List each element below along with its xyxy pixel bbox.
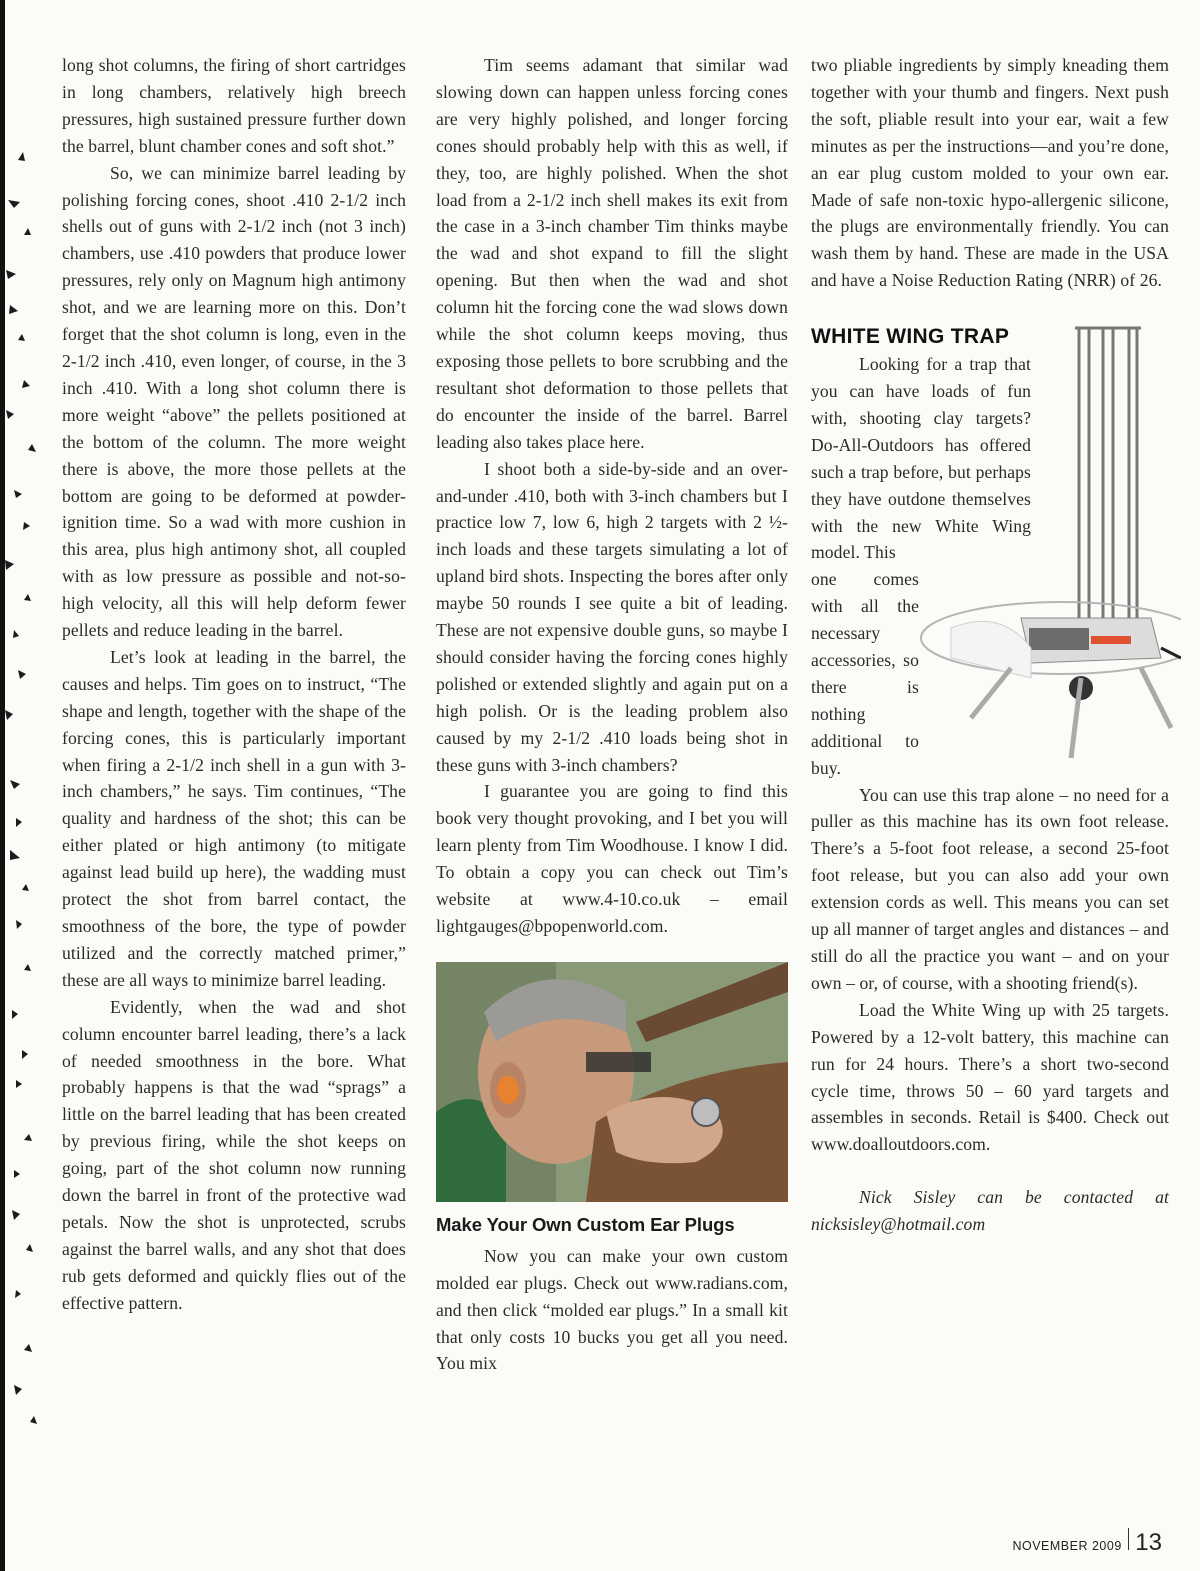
issue-date: NOVEMBER 2009	[1012, 1539, 1122, 1553]
shooter-ear-plug-photo	[436, 962, 788, 1202]
trap-para-2: You can use this trap alone – no need for a puller as this machine has its own foot release. There’s a 5-foot foot release, a second 25-foot foot release, but you can also add your own extension cords as well. This means you can set up all manner of target angles and distances – and still do all the practice you want – and on your own – or, of course, with a shooting friend(s).	[811, 784, 1169, 993]
trap-heading: WHITE WING TRAP	[811, 325, 1010, 349]
col1-para-4: Evidently, when the wad and shot column encounter barrel leading, there’s a lack of needed smoothness in the bore. What probably happens is that the wad “sprags” a little on the barrel leading that has been created by previous firing, while the shot keeps on going, part of the shot column now running down the barrel in front of the protective wad petals. Now the shot is unprotected, scrubs against the barrel walls, and any shot that does rub gets deformed and quickly flies out of the effective pattern.	[62, 996, 406, 1313]
trap-para-3: Load the White Wing up with 25 targets. Powered by a 12-volt battery, this machine can run for 24 hours. There’s a short two-second cycle time, throws 50 – 60 yard targets and assembles in seconds. Retail is $400. Check out www.doalloutdoors.com.	[811, 999, 1169, 1155]
col2-para-3: I guarantee you are going to find this book very thought provoking, and I bet you will learn plenty from Tim Woodhouse. I know I did. To obtain a copy you can check out Tim’s website at www.4-10.co.uk – email lightgauges@bpopenworld.com.	[436, 781, 788, 936]
column-one	[62, 52, 406, 1317]
clay-trap-illustration	[911, 318, 1181, 788]
col1-para-1: long shot columns, the firing of short cartridges in long chambers, relatively high breech pressures, high sustained pressure further down the barrel, blunt chamber cones and soft shot.”	[62, 55, 406, 156]
trap-text-narrower: one comes with all the necessary accessories, so there is nothing additional to buy.	[811, 569, 919, 778]
earplugs-heading: Make Your Own Custom Ear Plugs	[436, 1213, 735, 1235]
page-number: 13	[1135, 1529, 1162, 1556]
trap-text-narrow: Looking for a trap that you can have loads of fun with, shooting clay targets? Do-All-Outdoors has offered such a trap before, but perhaps they have outdone themselves with the new White Wing model. This	[811, 354, 1031, 563]
column-two	[436, 52, 788, 1377]
white-wing-trap-section	[811, 324, 1169, 781]
col1-para-3: Let’s look at leading in the barrel, the causes and helps. Tim goes on to instruct, “The shape and length, together with the shape of the forcing cones, this is particularly important when firing a 2-1/2 inch shell in a gun with 3-inch chambers,” he says. Tim continues, “The quality and hardness of the shot; this can be either plated or high antimony (to mitigate against lead build up here), the wadding must protect the shot from barrel contact, the smoothness of the bore, the type of powder utilized and the correctly matched primer,” these are all ways to minimize barrel leading.	[62, 646, 406, 990]
col2-para-1: Tim seems adamant that similar wad slowing down can happen unless forcing cones are very highly polished, and longer forcing cones should probably help with this as well, if they, too, are highly polished. When the shot load from a 2-1/2 inch shell makes its exit from the case in a 3-inch chamber Tim thinks maybe the wad and shot expand to fill the slight opening. But then when the wad and shot column hit the forcing cone the wad slows down while the shot column keeps moving, thus exposing those pellets to bore scrubbing and the resultant shot deformation to those pellets that do encounter the inside of the barrel. Barrel leading also takes place here.	[436, 55, 788, 452]
footer-divider	[1128, 1528, 1130, 1550]
column-three	[811, 52, 1169, 1238]
earplugs-text: Now you can make your own custom molded ear plugs. Check out www.radians.com, and then click “molded ear plugs.” In a small kit that only costs 10 bucks you get all you need. You mix	[436, 1245, 788, 1374]
margin-bird-marks	[4, 150, 44, 1530]
author-byline: Nick Sisley can be contacted at nicksisley@hotmail.com	[811, 1187, 1169, 1235]
col2-para-2: I shoot both a side-by-side and an over-and-under .410, both with 3-inch chambers but I practice low 7, low 6, high 2 targets with 2 ½-inch loads and these targets simulating a lot of upland bird shots. Inspecting the bores after only maybe 50 rounds I see quite a bit of leading. These are not expensive double guns, so maybe I should consider having the forcing cones highly polished or extended slightly and again put on a high polish. Or is the leading problem also caused by my 2-1/2 .410 loads being shot in these guns with 3-inch chambers?	[436, 458, 788, 775]
page-footer	[1012, 1528, 1162, 1557]
col1-para-2: So, we can minimize barrel leading by polishing forcing cones, shoot .410 2-1/2 inch shells out of guns with 2-1/2 inch (not 3 inch) chambers, use .410 powders that produce lower pressures, rely only on Magnum high antimony shot, and we are learning more on this. Don’t forget that the shot column is long, even in the 2-1/2 inch .410, even longer, of course, in the 3 inch .410. With a long shot column there is more weight “above” the pellets positioned at the bottom of the column. The more weight there is above, the more those pellets at the bottom are going to be deformed at powder-ignition time. So a wad with more cushion in this area, plus high antimony shot, all coupled with as low pressure as possible and not-so-high velocity, all this will help deform fewer pellets and reduce leading in the barrel.	[62, 162, 406, 641]
shooter-illustration	[436, 962, 788, 1202]
col3-intro: two pliable ingredients by simply kneading them together with your thumb and fingers. Next push the soft, pliable result into your ear, wait a few minutes as per the instructions—and you’re done, an ear plug custom molded to your own ear. Made of safe non-toxic hypo-allergenic silicone, the plugs are environmentally friendly. You can wash them by hand. These are made in the USA and have a Noise Reduction Rating (NRR) of 26.	[811, 55, 1169, 291]
